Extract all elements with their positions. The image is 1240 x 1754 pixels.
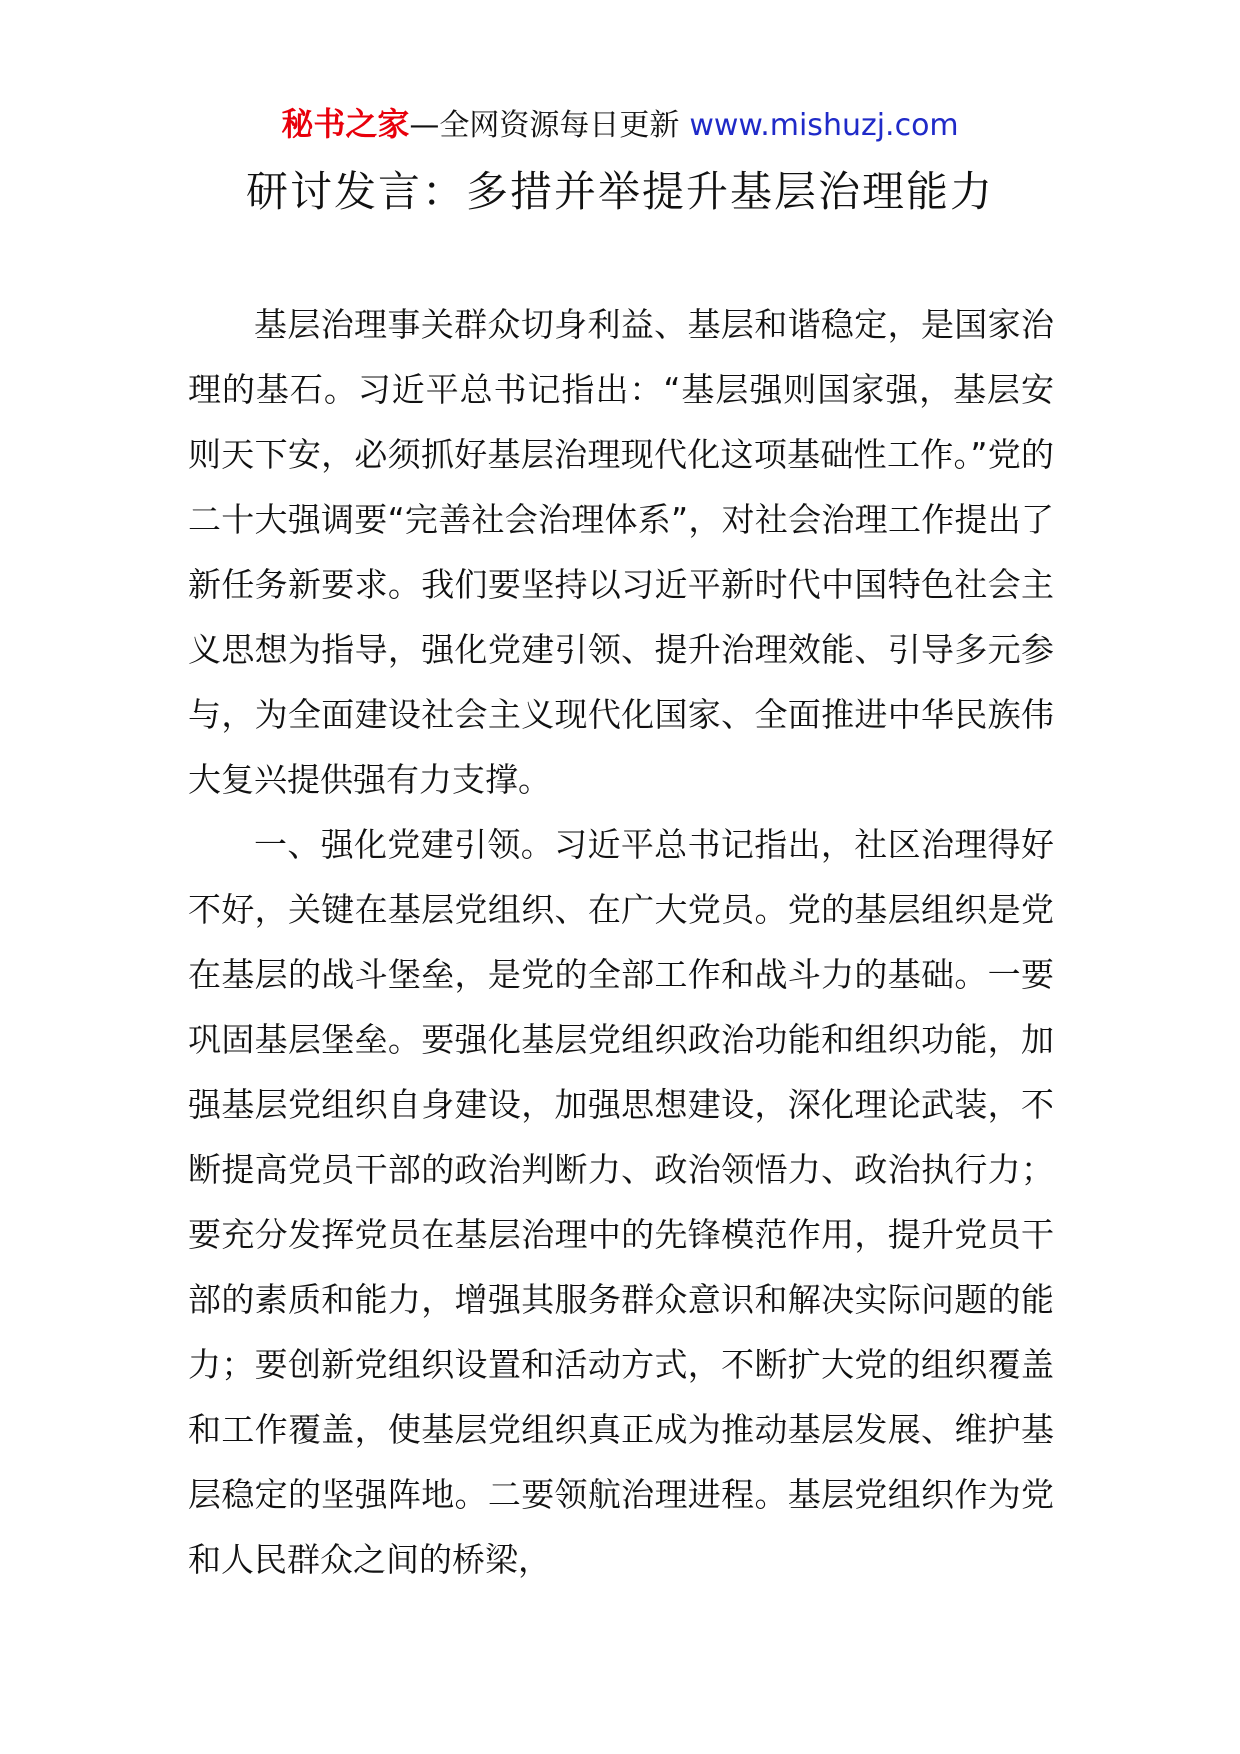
brand-name: 秘书之家 [281,105,410,143]
site-url-link[interactable]: www.mishuzj.com [689,108,959,143]
site-header [0,100,1240,150]
paragraph-intro: 基层治理事关群众切身利益、基层和谐稳定，是国家治理的基石。习近平总书记指出：“基层强则国家强，基层安则天下安，必须抓好基层治理现代化这项基础性工作。”党的二十大强调要“完善社会治理体系”，对社会治理工作提出了新任务新要求。我们要坚持以习近平新时代中国特色社会主义思想为指导，强化党建引领、提升治理效能、引导多元参与，为全面建设社会主义现代化国家、全面推进中华民族伟大复兴提供强有力支撑。 [188,305,1054,799]
document-body [188,292,1054,1592]
paragraph-section-one: 一、强化党建引领。习近平总书记指出，社区治理得好不好，关键在基层党组织、在广大党员。党的基层组织是党在基层的战斗堡垒，是党的全部工作和战斗力的基础。一要巩固基层堡垒。要强化基层党组织政治功能和组织功能，加强基层党组织自身建设，加强思想建设，深化理论武装，不断提高党员干部的政治判断力、政治领悟力、政治执行力；要充分发挥党员在基层治理中的先锋模范作用，提升党员干部的素质和能力，增强其服务群众意识和解决实际问题的能力；要创新党组织设置和活动方式，不断扩大党的组织覆盖和工作覆盖，使基层党组织真正成为推动基层发展、维护基层稳定的坚强阵地。二要领航治理进程。基层党组织作为党和人民群众之间的桥梁， [188,825,1054,1579]
site-slogan: —全网资源每日更新 [409,108,680,143]
document-title: 研讨发言：多措并举提升基层治理能力 [245,167,994,216]
